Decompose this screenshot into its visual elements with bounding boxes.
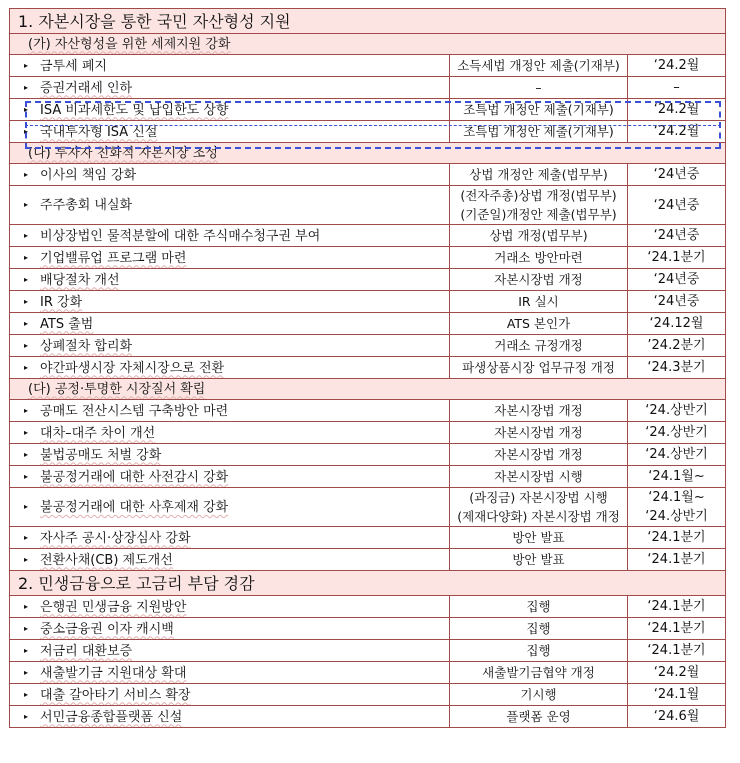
table-row [10, 684, 726, 706]
table-row [10, 662, 726, 684]
timing-cell [628, 99, 726, 121]
timing-cell [628, 247, 726, 269]
timing-text: ‘24년중 [653, 294, 700, 309]
item-label: 이사의 책임 강화 [40, 167, 137, 183]
item-label: ATS 출범 [40, 316, 94, 332]
table-row [10, 225, 726, 247]
bullet-icon: ▸ [24, 667, 29, 677]
item-label: 불법공매도 처벌 강화 [40, 447, 162, 463]
measure-cell [450, 77, 628, 99]
measure-text: (과징금) 자본시장법 시행 [469, 490, 608, 505]
timing-cell [628, 618, 726, 640]
timing-cell [628, 313, 726, 335]
timing-cell [628, 422, 726, 444]
item-cell [10, 313, 450, 335]
timing-cell [628, 706, 726, 728]
measure-text: IR 실시 [518, 294, 559, 309]
measure-cell [450, 488, 628, 527]
table-row [10, 422, 726, 444]
table-row [10, 466, 726, 488]
measure-cell [450, 422, 628, 444]
bullet-icon: ▸ [24, 645, 29, 655]
item-cell [10, 291, 450, 313]
measure-cell [450, 596, 628, 618]
measure-cell [450, 684, 628, 706]
measure-text: 상법 개정(법무부) [489, 228, 588, 243]
item-cell [10, 549, 450, 571]
measure-text: 방안 발표 [512, 552, 565, 567]
section-header-row [10, 571, 726, 596]
timing-text: ‘24.1분기 [647, 599, 706, 614]
bullet-icon: ▸ [24, 711, 29, 721]
item-label: 은행권 민생금융 지원방안 [40, 599, 187, 615]
table-row [10, 400, 726, 422]
measure-text: 자본시장법 시행 [494, 469, 583, 484]
item-label: ISA 비과세한도 및 납입한도 상향 [40, 102, 229, 118]
bullet-icon: ▸ [24, 230, 29, 240]
measure-cell [450, 247, 628, 269]
table-row [10, 186, 726, 225]
bullet-icon: ▸ [24, 169, 29, 179]
measure-text: 기시행 [520, 687, 557, 702]
measure-cell [450, 549, 628, 571]
timing-text: ‘24.1분기 [647, 250, 706, 265]
group-title [10, 34, 726, 55]
table-row [10, 269, 726, 291]
table-row [10, 313, 726, 335]
item-cell [10, 55, 450, 77]
item-label: IR 강화 [40, 294, 83, 310]
measure-text: 소득세법 개정안 제출(기재부) [457, 58, 620, 73]
timing-cell [628, 466, 726, 488]
timing-text: ‘24.2월 [653, 124, 700, 139]
item-cell [10, 335, 450, 357]
item-cell [10, 596, 450, 618]
measure-cell [450, 706, 628, 728]
timing-text: ’24.2분기 [647, 338, 706, 353]
section-header-row [10, 9, 726, 34]
item-cell [10, 77, 450, 99]
table-row [10, 618, 726, 640]
measure-text: 방안 발표 [512, 530, 565, 545]
item-label: 증권거래세 인하 [40, 80, 133, 96]
item-cell [10, 662, 450, 684]
timing-text: ‘24년중 [653, 167, 700, 182]
measure-text: 거래소 규정개정 [494, 338, 583, 353]
timing-text: ‘24.2월 [653, 665, 700, 680]
measure-cell [450, 55, 628, 77]
bullet-icon: ▸ [24, 296, 29, 306]
item-label: 서민금융종합플랫폼 신설 [40, 709, 183, 725]
measure-cell [450, 527, 628, 549]
bullet-icon: ▸ [24, 104, 29, 114]
group-title [10, 379, 726, 400]
timing-text: ‘24.1월 [653, 687, 700, 702]
timing-cell [628, 596, 726, 618]
bullet-icon: ▸ [24, 554, 29, 564]
measure-text: 상법 개정안 제출(법무부) [469, 167, 608, 182]
table-row [10, 596, 726, 618]
item-cell [10, 488, 450, 527]
measure-text: 자본시장법 개정 [494, 272, 583, 287]
item-label: 새출발기금 지원대상 확대 [40, 665, 187, 681]
table-row [10, 121, 726, 143]
group-header-row [10, 34, 726, 55]
timing-text: ‘24.2월 [653, 102, 700, 117]
measure-cell [450, 400, 628, 422]
timing-text: ‘24.상반기 [645, 403, 708, 418]
table-row [10, 335, 726, 357]
item-cell [10, 247, 450, 269]
item-label: 야간파생시장 자체시장으로 전환 [40, 360, 225, 376]
item-label: 공매도 전산시스템 구축방안 마련 [40, 403, 229, 419]
item-cell [10, 99, 450, 121]
group-header-row [10, 143, 726, 164]
timing-text: ‘24.1분기 [647, 530, 706, 545]
measure-text: 집행 [526, 599, 551, 614]
timing-cell [628, 269, 726, 291]
table-row [10, 291, 726, 313]
timing-cell [628, 684, 726, 706]
bullet-icon: ▸ [24, 532, 29, 542]
timing-cell [628, 488, 726, 527]
measure-cell [450, 186, 628, 225]
item-cell [10, 706, 450, 728]
timing-text: ‘24.상반기 [645, 447, 708, 462]
timing-cell [628, 527, 726, 549]
measure-text: 자본시장법 개정 [494, 447, 583, 462]
item-cell [10, 121, 450, 143]
timing-text: ‘24.3분기 [647, 360, 706, 375]
item-label: 기업밸류업 프로그램 마련 [40, 250, 187, 266]
item-label: 금투세 폐지 [40, 58, 107, 74]
item-label: 대출 갈아타기 서비스 확장 [40, 687, 191, 703]
table-row [10, 706, 726, 728]
timing-text: ‘24년중 [653, 272, 700, 287]
timing-cell [628, 55, 726, 77]
group-header-row [10, 379, 726, 400]
item-cell [10, 527, 450, 549]
table-row [10, 357, 726, 379]
timing-cell [628, 662, 726, 684]
bullet-icon: ▸ [24, 318, 29, 328]
measure-cell [450, 269, 628, 291]
item-cell [10, 684, 450, 706]
item-label: 불공정거래에 대한 사전감시 강화 [40, 469, 229, 485]
bullet-icon: ▸ [24, 471, 29, 481]
timing-cell [628, 444, 726, 466]
timing-cell [628, 640, 726, 662]
measure-cell [450, 640, 628, 662]
timing-cell [628, 549, 726, 571]
measure-text: 플랫폼 운영 [506, 709, 571, 724]
bullet-icon: ▸ [24, 405, 29, 415]
measure-text: 조특법 개정안 제출(기재부) [463, 124, 614, 139]
item-cell [10, 466, 450, 488]
timing-text: ‘24년중 [653, 197, 700, 213]
measure-cell [450, 662, 628, 684]
bullet-icon: ▸ [24, 689, 29, 699]
group-title-text: (가) 자산형성을 위한 세제지원 강화 [28, 36, 231, 52]
measure-text: 새출발기금협약 개정 [482, 665, 595, 680]
measure-cell [450, 291, 628, 313]
item-cell [10, 618, 450, 640]
table-row [10, 164, 726, 186]
table-row [10, 488, 726, 527]
bullet-icon: ▸ [24, 82, 29, 92]
item-cell [10, 422, 450, 444]
item-cell [10, 640, 450, 662]
item-label: 주주총회 내실화 [40, 198, 133, 213]
bullet-icon: ▸ [24, 60, 29, 70]
measure-text: 집행 [526, 621, 551, 636]
item-cell [10, 186, 450, 225]
item-label: 자사주 공시·상장심사 강화 [40, 530, 191, 546]
item-cell [10, 444, 450, 466]
timing-cell [628, 357, 726, 379]
table-row [10, 444, 726, 466]
section-title [10, 571, 726, 596]
measure-text: 집행 [526, 643, 551, 658]
measure-text: 자본시장법 개정 [494, 403, 583, 418]
bullet-icon: ▸ [24, 623, 29, 633]
table-row [10, 77, 726, 99]
table-row [10, 55, 726, 77]
item-cell [10, 269, 450, 291]
timing-text: ‘24.12월 [649, 316, 704, 331]
item-label: 전환사채(CB) 제도개선 [40, 552, 173, 568]
timing-cell [628, 186, 726, 225]
bullet-icon: ▸ [24, 427, 29, 437]
table-row [10, 99, 726, 121]
table-row [10, 640, 726, 662]
timing-cell [628, 400, 726, 422]
measure-text: 자본시장법 개정 [494, 425, 583, 440]
measure-cell [450, 313, 628, 335]
timing-text: ‘24.상반기 [645, 425, 708, 440]
section-title-text: 1. 자본시장을 통한 국민 자산형성 지원 [18, 11, 291, 31]
timing-text: ‘24.2월 [653, 58, 700, 73]
measure-cell [450, 164, 628, 186]
bullet-icon: ▸ [24, 340, 29, 350]
measure-text: 거래소 방안마련 [494, 250, 583, 265]
timing-cell [628, 77, 726, 99]
bullet-icon: ▸ [24, 362, 29, 372]
bullet-icon: ▸ [24, 449, 29, 459]
item-label: 배당절차 개선 [40, 272, 120, 288]
bullet-icon: ▸ [24, 126, 29, 136]
item-label: 저금리 대환보증 [40, 643, 133, 659]
bullet-icon: ▸ [24, 274, 29, 284]
measure-cell [450, 225, 628, 247]
timing-cell [628, 121, 726, 143]
timing-text: ‘24.1월~ [648, 490, 705, 505]
measure-text: (전자주총)상법 개정(법무부) [460, 188, 617, 203]
timing-cell [628, 225, 726, 247]
measure-cell [450, 335, 628, 357]
item-cell [10, 164, 450, 186]
timing-cell [628, 291, 726, 313]
bullet-icon: ▸ [24, 252, 29, 262]
measure-cell [450, 444, 628, 466]
section-title-text: 2. 민생금융으로 고금리 부담 경감 [18, 573, 255, 593]
timing-text: ‘24.1분기 [647, 621, 706, 636]
item-label: 비상장법인 물적분할에 대한 주식매수청구권 부여 [40, 228, 321, 244]
table-row [10, 527, 726, 549]
item-cell [10, 357, 450, 379]
section-title [10, 9, 726, 34]
measure-cell [450, 357, 628, 379]
item-label: 상폐절차 합리화 [40, 338, 133, 354]
measure-text: ATS 본인가 [506, 316, 571, 331]
measure-text: (기준일)개정안 제출(법무부) [460, 207, 617, 222]
item-cell [10, 225, 450, 247]
measure-cell [450, 618, 628, 640]
bullet-icon: ▸ [24, 502, 29, 511]
bullet-icon: ▸ [24, 601, 29, 611]
timing-text: ‘24.1분기 [647, 643, 706, 658]
timing-text: ‘24.상반기 [645, 509, 708, 524]
item-cell [10, 400, 450, 422]
timing-text: ‘24년중 [653, 228, 700, 243]
bullet-icon: ▸ [24, 200, 29, 209]
timing-text: ‘24.1분기 [647, 552, 706, 567]
item-label: 대차–대주 차이 개선 [40, 425, 156, 441]
policy-table [9, 8, 726, 728]
group-title-text: (다) 공정·투명한 시장질서 확립 [28, 381, 206, 397]
timing-text: – [673, 80, 680, 95]
table-row [10, 247, 726, 269]
group-title [10, 143, 726, 164]
timing-cell [628, 164, 726, 186]
measure-cell [450, 99, 628, 121]
measure-cell [450, 121, 628, 143]
measure-text: – [535, 80, 542, 95]
item-label: 중소금융권 이자 캐시백 [40, 621, 174, 637]
item-label: 국내투자형 ISA 신설 [40, 124, 158, 140]
timing-text: ‘24.1월~ [648, 469, 705, 484]
item-label: 불공정거래에 대한 사후제재 강화 [40, 500, 229, 515]
measure-text: 파생상품시장 업무규정 개정 [462, 360, 615, 375]
group-title-text: (나) 투자자 친화적 자본시장 조성 [28, 145, 218, 161]
timing-cell [628, 335, 726, 357]
measure-text: 조특법 개정안 제출(기재부) [463, 102, 614, 117]
measure-text: (제재다양화) 자본시장법 개정 [457, 509, 620, 524]
timing-text: ‘24.6월 [653, 709, 700, 724]
measure-cell [450, 466, 628, 488]
table-row [10, 549, 726, 571]
